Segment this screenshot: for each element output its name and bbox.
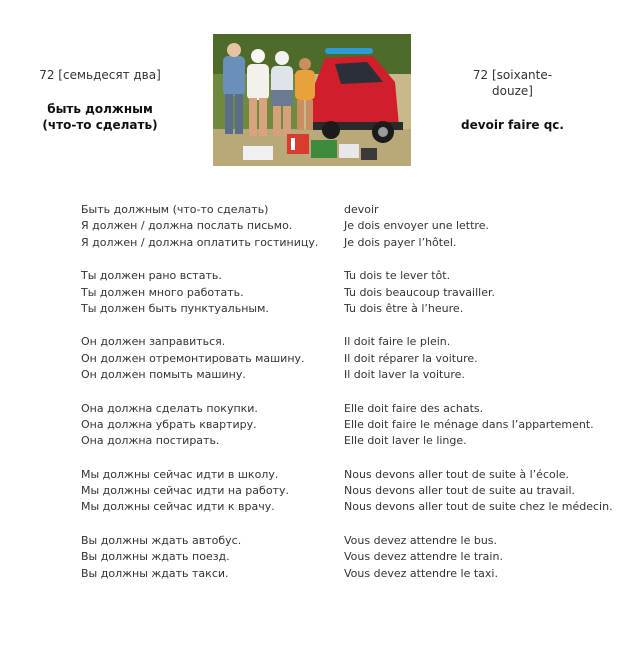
phrase-french: Il doit faire le plein. (344, 335, 451, 349)
phrase-french: Vous devez attendre le train. (344, 550, 503, 564)
phrase-french: Elle doit faire des achats. (344, 401, 484, 415)
phrase-row (0, 285, 628, 301)
phrase-french: Tu dois beaucoup travailler. (344, 285, 495, 299)
phrase-row (0, 301, 628, 317)
phrase-row (0, 533, 628, 549)
phrase-french: Je dois envoyer une lettre. (344, 219, 489, 233)
phrase-russian: Он должен помыть машину. (81, 368, 246, 382)
lesson-number-french (430, 67, 595, 99)
photo-people-pushing-car-icon (213, 34, 411, 166)
phrase-row (0, 235, 628, 251)
phrase-russian: Я должен / должна послать письмо. (81, 219, 293, 233)
phrase-russian: Она должна постирать. (81, 434, 220, 448)
phrase-russian: Вы должны ждать такси. (81, 566, 229, 580)
phrase-russian: Мы должны сейчас идти на работу. (81, 484, 289, 498)
phrase-row (0, 467, 628, 483)
lesson-title-russian (10, 101, 190, 133)
phrase-russian: Он должен отремонтировать машину. (81, 351, 305, 365)
lesson-title-french: devoir faire qc. (461, 118, 564, 132)
phrase-russian: Ты должен быть пунктуальным. (81, 301, 269, 315)
phrase-row (0, 218, 628, 234)
phrase-group (0, 467, 628, 516)
phrase-group (0, 533, 628, 582)
phrase-french: Nous devons aller tout de suite au travail. (344, 484, 576, 498)
lesson-number-french-line-1: 72 [soixante- (472, 68, 553, 82)
lesson-number-french-line-2: douze] (492, 84, 533, 98)
lesson-number-russian: 72 [семьдесят два] (39, 68, 161, 82)
phrase-row (0, 401, 628, 417)
phrase-russian: Быть должным (что-то сделать) (81, 203, 269, 216)
phrase-french: devoir (344, 203, 379, 216)
phrase-french: Tu dois te lever tôt. (344, 269, 451, 283)
phrase-row (0, 202, 628, 218)
phrase-french: Tu dois être à l’heure. (344, 301, 464, 315)
phrase-list (0, 202, 628, 599)
phrase-french: Vous devez attendre le taxi. (344, 566, 498, 580)
phrase-russian: Она должна убрать квартиру. (81, 417, 257, 431)
phrase-group (0, 268, 628, 317)
phrase-row (0, 334, 628, 350)
phrase-french: Je dois payer l’hôtel. (344, 235, 457, 249)
phrase-french: Nous devons aller tout de suite chez le médecin. (344, 500, 613, 514)
phrase-russian: Ты должен много работать. (81, 285, 244, 299)
phrase-russian: Мы должны сейчас идти в школу. (81, 467, 279, 481)
phrase-group (0, 334, 628, 383)
lesson-header-french (430, 67, 595, 133)
phrase-russian: Она должна сделать покупки. (81, 401, 258, 415)
phrase-french: Nous devons aller tout de suite à l’école. (344, 467, 570, 481)
phrase-row (0, 549, 628, 565)
lesson-title-russian-line-1: быть должным (47, 102, 153, 116)
phrase-row (0, 367, 628, 383)
lesson-header-russian (10, 67, 190, 133)
phrase-french: Elle doit faire le ménage dans l’appartement. (344, 417, 594, 431)
phrase-row (0, 351, 628, 367)
phrase-french: Vous devez attendre le bus. (344, 533, 498, 547)
phrase-row (0, 417, 628, 433)
lesson-title-russian-line-2: (что-то сделать) (42, 118, 158, 132)
phrase-russian: Мы должны сейчас идти к врачу. (81, 500, 275, 514)
phrase-row (0, 433, 628, 449)
phrase-group (0, 401, 628, 450)
phrase-row (0, 566, 628, 582)
lesson-photo (213, 34, 411, 166)
phrase-russian: Вы должны ждать поезд. (81, 550, 230, 564)
phrase-row (0, 483, 628, 499)
phrase-russian: Он должен заправиться. (81, 335, 226, 349)
phrase-row (0, 268, 628, 284)
phrase-russian: Вы должны ждать автобус. (81, 533, 242, 547)
phrase-french: Il doit laver la voiture. (344, 368, 465, 382)
phrase-group (0, 202, 628, 251)
phrase-french: Elle doit laver le linge. (344, 434, 467, 448)
phrase-row (0, 499, 628, 515)
lesson-header (0, 0, 628, 175)
phrase-russian: Ты должен рано встать. (81, 269, 222, 283)
phrase-french: Il doit réparer la voiture. (344, 351, 478, 365)
phrase-russian: Я должен / должна оплатить гостиницу. (81, 235, 319, 249)
